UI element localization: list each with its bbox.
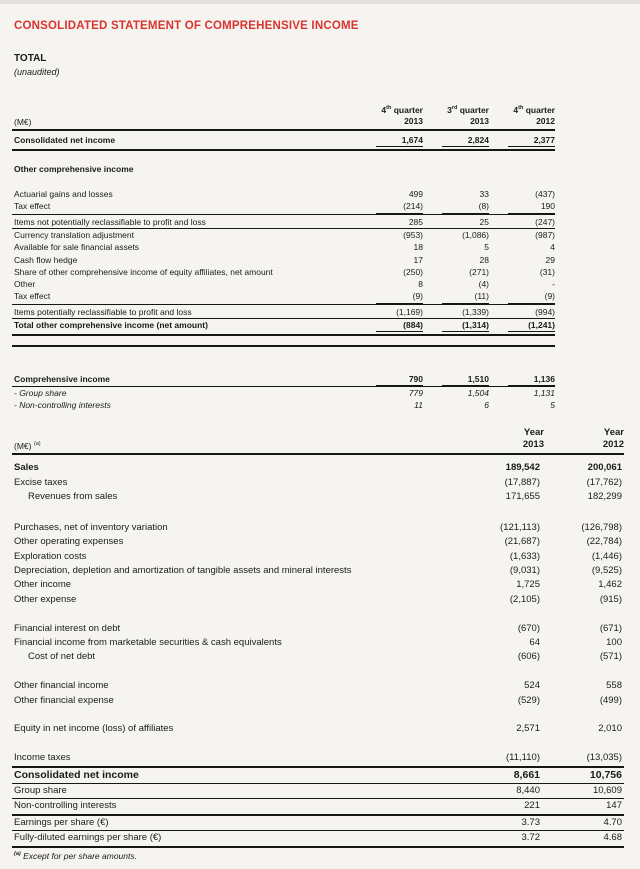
row-value: 558	[606, 680, 622, 692]
table-row	[12, 290, 555, 303]
table-row	[12, 622, 624, 636]
column-header	[464, 427, 544, 451]
row-label: Total other comprehensive income (net amount)	[14, 319, 208, 330]
table-row	[12, 373, 555, 387]
row-value: 4.70	[603, 816, 622, 828]
table-row	[12, 831, 624, 847]
row-value: 285	[408, 216, 423, 227]
table-row	[12, 799, 624, 815]
annual-table-header	[12, 427, 624, 455]
row-label: Consolidated net income	[14, 768, 139, 781]
row-label: Fully-diluted earnings per share (€)	[14, 832, 162, 844]
row-value: 221	[524, 800, 540, 812]
annual-table	[12, 427, 624, 847]
header-period: 4th quarter	[381, 104, 423, 115]
table-row	[12, 188, 555, 200]
row-label: Items potentially reclassifiable to profit and loss	[14, 306, 192, 317]
row-label: Other operating expenses	[14, 536, 124, 548]
table-row	[12, 535, 624, 549]
row-label: Items not potentially reclassifiable to profit and loss	[14, 216, 206, 227]
row-value: 189,542	[505, 462, 540, 474]
table-spacer	[12, 708, 624, 722]
row-value: (8)	[423, 200, 489, 213]
row-value: (11)	[423, 290, 489, 303]
row-label: Excise taxes	[14, 476, 68, 488]
row-value: 25	[479, 216, 489, 227]
header-period: Year	[603, 427, 624, 439]
row-value: 8	[418, 279, 423, 290]
row-value: 100	[606, 636, 622, 648]
row-value: 28	[479, 254, 489, 265]
table-row	[12, 278, 555, 290]
row-label: - Non-controlling interests	[14, 400, 111, 411]
row-value: (1,633)	[509, 550, 540, 562]
row-value: 2,571	[516, 723, 540, 735]
row-value: (499)	[599, 694, 622, 706]
table-row	[12, 751, 624, 767]
row-label: Earnings per share (€)	[14, 816, 109, 828]
table-row	[12, 455, 624, 475]
table-row	[12, 636, 624, 650]
row-label: Cost of net debt	[28, 651, 96, 663]
row-label: Depreciation, depletion and amortization of tangible assets and mineral interests	[14, 564, 352, 576]
row-value: 182,299	[587, 491, 622, 503]
row-label: Tax effect	[14, 291, 51, 302]
table-row	[12, 578, 624, 592]
table-row	[12, 694, 624, 708]
row-label: - Group share	[14, 387, 67, 398]
row-value: 18	[413, 242, 423, 253]
unaudited-note: (unaudited)	[14, 67, 60, 77]
row-value: 4	[550, 242, 555, 253]
annual-column-headers	[464, 427, 624, 451]
header-year: 2013	[404, 115, 423, 126]
row-value: 17	[413, 254, 423, 265]
row-label: Exploration costs	[14, 550, 87, 562]
table-row	[12, 131, 555, 151]
header-year: 2013	[522, 439, 544, 451]
row-value: (1,086)	[462, 229, 489, 240]
row-label: Revenues from sales	[28, 491, 118, 503]
row-value: (994)	[535, 306, 555, 317]
row-value: (1,339)	[462, 306, 489, 317]
table-row	[12, 550, 624, 564]
row-value: 8,440	[516, 785, 540, 797]
row-value: (953)	[403, 229, 423, 240]
row-value: -	[552, 279, 555, 290]
row-value: (884)	[357, 319, 423, 332]
row-value: 171,655	[505, 491, 540, 503]
row-value: 10,609	[592, 785, 622, 797]
page-title: CONSOLIDATED STATEMENT OF COMPREHENSIVE INCOME	[14, 20, 359, 32]
footnote-marker: (a)	[14, 850, 21, 857]
row-value: 3.73	[521, 816, 540, 828]
row-value: (126,798)	[581, 521, 622, 533]
table-row	[12, 319, 555, 336]
row-value: (529)	[517, 694, 540, 706]
table-row	[12, 564, 624, 578]
row-value: (1,169)	[396, 306, 423, 317]
row-value: 524	[524, 680, 540, 692]
row-value: 33	[479, 189, 489, 200]
table-row	[12, 816, 624, 831]
table-row	[12, 387, 555, 399]
row-value: (670)	[517, 622, 540, 634]
scan-edge-strip	[0, 0, 640, 4]
row-label: Currency translation adjustment	[14, 229, 135, 240]
row-label: Other expense	[14, 593, 77, 605]
table-row	[12, 399, 555, 411]
table-row	[12, 490, 624, 504]
row-value: 1,510	[423, 373, 489, 386]
row-value: 64	[529, 636, 540, 648]
row-value: 779	[408, 387, 423, 398]
row-value: (21,687)	[504, 536, 540, 548]
column-header	[489, 103, 555, 127]
header-year: 2013	[470, 115, 489, 126]
row-value: 3.72	[521, 832, 540, 844]
row-value: (437)	[535, 189, 555, 200]
unit-label: (M€)	[14, 116, 32, 127]
row-value: 10,756	[589, 768, 622, 781]
table-row	[12, 722, 624, 736]
row-value: 8,661	[513, 768, 540, 781]
row-value: 147	[606, 800, 622, 812]
row-label: Sales	[14, 462, 39, 474]
table-spacer	[12, 607, 624, 621]
row-label: Equity in net income (loss) of affiliates	[14, 723, 174, 735]
table-row	[12, 784, 624, 799]
row-value: (17,762)	[586, 476, 622, 488]
row-value: (606)	[517, 651, 540, 663]
row-value: (9)	[489, 290, 555, 303]
quarterly-table	[12, 103, 555, 411]
row-value: (9)	[357, 290, 423, 303]
column-header	[423, 103, 489, 127]
row-value: 499	[408, 189, 423, 200]
row-value: 2,010	[598, 723, 622, 735]
row-value: (214)	[357, 200, 423, 213]
footnote-text: Except for per share amounts.	[23, 850, 137, 861]
table-row	[12, 304, 555, 319]
table-spacer	[12, 505, 624, 521]
row-value: 5	[484, 242, 489, 253]
annual-table-body	[12, 455, 624, 847]
row-value: (31)	[539, 266, 555, 277]
row-value: (250)	[403, 266, 423, 277]
row-value: 4.68	[603, 832, 622, 844]
row-value: (11,110)	[506, 752, 540, 764]
row-value: 200,061	[587, 462, 622, 474]
row-value: 1,674	[357, 134, 423, 147]
row-value: (22,784)	[586, 536, 622, 548]
quarterly-table-header	[12, 103, 555, 131]
table-row	[12, 650, 624, 664]
row-label: Income taxes	[14, 752, 71, 764]
row-value: (121,113)	[500, 521, 540, 533]
row-value: 1,462	[598, 579, 622, 591]
row-value: (671)	[599, 622, 622, 634]
row-label: Cash flow hedge	[14, 254, 78, 265]
table-row	[12, 593, 624, 607]
row-value: 5	[550, 400, 555, 411]
row-value: (13,035)	[586, 752, 622, 764]
row-label: Non-controlling interests	[14, 800, 117, 812]
row-value: 6	[484, 400, 489, 411]
row-label: Comprehensive income	[14, 373, 110, 384]
row-value: (1,241)	[489, 319, 555, 332]
row-label: Financial interest on debt	[14, 622, 121, 634]
row-label: Purchases, net of inventory variation	[14, 521, 168, 533]
footnote	[14, 851, 626, 861]
row-value: (987)	[535, 229, 555, 240]
table-row	[12, 266, 555, 278]
row-value: 790	[357, 373, 423, 386]
row-value: 29	[545, 254, 555, 265]
row-value: (915)	[599, 593, 622, 605]
row-value: (9,525)	[591, 564, 622, 576]
row-label: Other income	[14, 579, 72, 591]
row-value: (271)	[469, 266, 489, 277]
row-label: Share of other comprehensive income of equity affiliates, net amount	[14, 266, 273, 277]
table-spacer	[12, 737, 624, 751]
row-label: Other financial expense	[14, 694, 114, 706]
table-spacer	[12, 176, 555, 188]
unit-label: (M€) $^{(a)}$	[14, 441, 41, 452]
row-value: 1,504	[467, 387, 489, 398]
row-value: 1,131	[533, 387, 555, 398]
table-row	[12, 521, 624, 535]
row-label: Other	[14, 279, 36, 290]
section-divider	[12, 345, 555, 359]
table-row	[12, 163, 555, 175]
header-period: Year	[523, 427, 544, 439]
column-header	[357, 103, 423, 127]
row-value: (9,031)	[509, 564, 540, 576]
header-year: 2012	[536, 115, 555, 126]
row-label: Other comprehensive income	[14, 164, 134, 175]
table-row	[12, 214, 555, 229]
row-label: Group share	[14, 785, 67, 797]
row-label: Other financial income	[14, 680, 109, 692]
column-header	[544, 427, 624, 451]
table-row	[12, 768, 624, 785]
quarterly-column-headers	[357, 103, 555, 127]
row-value: 2,377	[489, 134, 555, 147]
quarterly-table-body	[12, 131, 555, 412]
row-label: Consolidated net income	[14, 134, 116, 145]
row-value: 190	[489, 200, 555, 213]
row-label: Actuarial gains and losses	[14, 189, 113, 200]
row-value: (1,446)	[591, 550, 622, 562]
header-year: 2012	[602, 439, 624, 451]
row-value: 1,136	[489, 373, 555, 386]
table-row	[12, 476, 624, 490]
header-period: 4th quarter	[513, 104, 555, 115]
table-row	[12, 200, 555, 213]
row-value: (17,887)	[504, 476, 540, 488]
row-value: (1,314)	[423, 319, 489, 332]
table-row	[12, 679, 624, 693]
subtitle-total: TOTAL	[14, 53, 47, 64]
row-value: 2,824	[423, 134, 489, 147]
row-label: Tax effect	[14, 201, 51, 212]
row-label: Available for sale financial assets	[14, 242, 140, 253]
table-row	[12, 254, 555, 266]
table-spacer	[12, 665, 624, 679]
table-row	[12, 241, 555, 253]
row-value: 1,725	[516, 579, 540, 591]
row-value: (571)	[599, 651, 622, 663]
row-value: (2,105)	[509, 593, 540, 605]
row-value: (247)	[535, 216, 555, 227]
table-row	[12, 229, 555, 241]
table-spacer	[12, 151, 555, 163]
row-label: Financial income from marketable securities & cash equivalents	[14, 636, 282, 648]
header-period: 3rd quarter	[447, 104, 489, 115]
row-value: (4)	[478, 279, 489, 290]
row-value: 11	[414, 400, 423, 411]
